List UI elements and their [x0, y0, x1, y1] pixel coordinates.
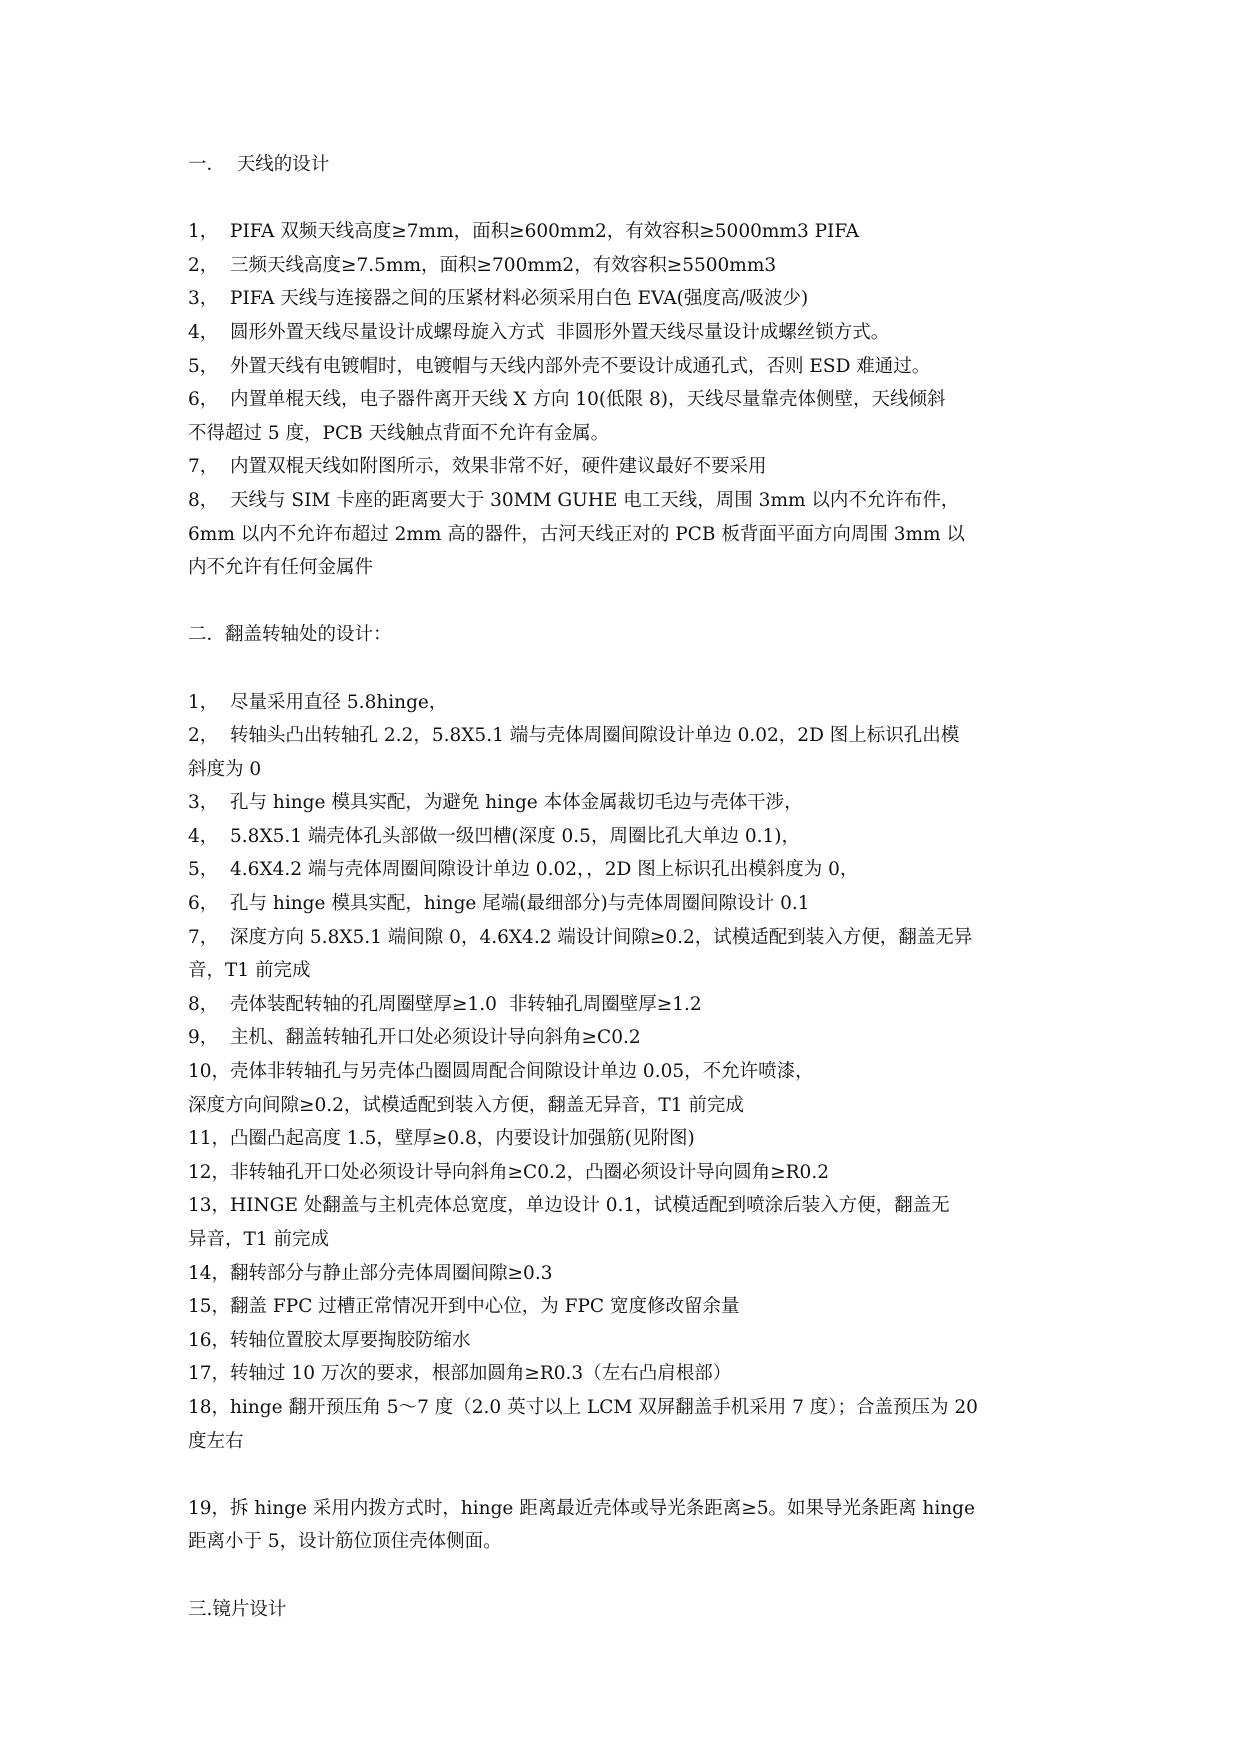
list-item-line: 13，HINGE 处翻盖与主机壳体总宽度，单边设计 0.1，试模适配到喷涂后装入方便，翻盖无: [188, 1195, 950, 1217]
spacer: [188, 1559, 1060, 1593]
list-item-line: 内不允许有任何金属件: [188, 557, 374, 579]
list-item-line: 9， 主机、翻盖转轴孔开口处必须设计导向斜角≥C0.2: [188, 1027, 641, 1049]
list-item-line: 2， 三频天线高度≥7.5mm，面积≥700mm2，有效容积≥5500mm3: [188, 254, 777, 276]
list-item-line: 深度方向间隙≥0.2，试模适配到装入方便，翻盖无异音，T1 前完成: [188, 1094, 744, 1116]
spacer: [188, 182, 1060, 216]
section-heading: 二．翻盖转轴处的设计：: [188, 624, 392, 646]
list-item-line: 6， 内置单棍天线，电子器件离开天线 X 方向 10(低限 8)，天线尽量靠壳体侧壁，天线倾斜: [188, 389, 946, 411]
spacer: [188, 652, 1060, 686]
list-item-line: 5， 外置天线有电镀帽时，电镀帽与天线内部外壳不要设计成通孔式，否则 ESD 难通过。: [188, 355, 931, 377]
list-item-line: 14，翻转部分与静止部分壳体周圈间隙≥0.3: [188, 1262, 553, 1284]
list-item-line: 8， 壳体装配转轴的孔周圈壁厚≥1.0 非转轴孔周圈壁厚≥1.2: [188, 993, 702, 1015]
list-item-line: 不得超过 5 度，PCB 天线触点背面不允许有金属。: [188, 422, 610, 444]
list-item-line: 11，凸圈凸起高度 1.5，壁厚≥0.8，内要设计加强筋(见附图): [188, 1128, 695, 1150]
list-item-line: 16，转轴位置胶太厚要掏胶防缩水: [188, 1329, 471, 1351]
list-item-line: 17，转轴过 10 万次的要求，根部加圆角≥R0.3（左右凸肩根部）: [188, 1363, 732, 1385]
list-item-line: 4， 5.8X5.1 端壳体孔头部做一级凹槽(深度 0.5，周圈比孔大单边 0.1)，: [188, 825, 800, 847]
list-item-line: 2， 转轴头凸出转轴孔 2.2，5.8X5.1 端与壳体周圈间隙设计单边 0.02，2D 图上标识孔出模: [188, 725, 960, 747]
list-item-line: 1， PIFA 双频天线高度≥7mm，面积≥600mm2，有效容积≥5000mm3 PIFA: [188, 221, 859, 243]
list-item-line: 距离小于 5，设计筋位顶住壳体侧面。: [188, 1531, 502, 1553]
document-page: [188, 148, 1060, 1626]
list-item-line: 6， 孔与 hinge 模具实配，hinge 尾端(最细部分)与壳体周圈间隙设计 0.1: [188, 893, 810, 915]
list-item-line: 19，拆 hinge 采用内拨方式时，hinge 距离最近壳体或导光条距离≥5。如果导光条距离 hinge: [188, 1497, 975, 1519]
list-item-line: 4， 圆形外置天线尽量设计成螺母旋入方式 非圆形外置天线尽量设计成螺丝锁方式。: [188, 321, 890, 343]
list-item-line: 1， 尽量采用直径 5.8hinge，: [188, 691, 448, 713]
spacer: [188, 1458, 1060, 1492]
list-item-line: 斜度为 0: [188, 758, 262, 780]
list-item-line: 5， 4.6X4.2 端与壳体周圈间隙设计单边 0.02，，2D 图上标识孔出模斜度为 0，: [188, 859, 859, 881]
list-item-line: 异音，T1 前完成: [188, 1229, 329, 1250]
list-item-line: 12，非转轴孔开口处必须设计导向斜角≥C0.2，凸圈必须设计导向圆角≥R0.2: [188, 1161, 829, 1183]
list-item-line: 7， 深度方向 5.8X5.1 端间隙 0，4.6X4.2 端设计间隙≥0.2，试模适配到装入方便，翻盖无异: [188, 926, 973, 948]
list-item-line: 3， 孔与 hinge 模具实配，为避免 hinge 本体金属裁切毛边与壳体干涉，: [188, 792, 803, 814]
list-item-line: 音，T1 前完成: [188, 960, 311, 982]
list-item-line: 18，hinge 翻开预压角 5～7 度（2.0 英寸以上 LCM 双屏翻盖手机采用 7 度）；合盖预压为 20: [188, 1396, 978, 1418]
section-heading: 一． 天线的设计: [188, 154, 330, 175]
list-item-line: 6mm 以内不允许布超过 2mm 高的器件，古河天线正对的 PCB 板背面平面方向周围 3mm 以: [188, 523, 965, 545]
list-item-line: 3， PIFA 天线与连接器之间的压紧材料必须采用白色 EVA(强度高/吸波少): [188, 288, 809, 310]
list-item-line: 度左右: [188, 1430, 244, 1452]
list-item-line: 8， 天线与 SIM 卡座的距离要大于 30MM GUHE 电工天线，周围 3mm 以内不允许布件，: [188, 489, 960, 511]
list-item-line: 15，翻盖 FPC 过槽正常情况开到中心位，为 FPC 宽度修改留余量: [188, 1296, 740, 1318]
list-item-line: 10，壳体非转轴孔与另壳体凸圈圆周配合间隙设计单边 0.05，不允许喷漆，: [188, 1061, 814, 1083]
section-heading: 三.镜片设计: [188, 1598, 287, 1620]
spacer: [188, 585, 1060, 619]
list-item-line: 7， 内置双棍天线如附图所示，效果非常不好，硬件建议最好不要采用: [188, 456, 767, 478]
